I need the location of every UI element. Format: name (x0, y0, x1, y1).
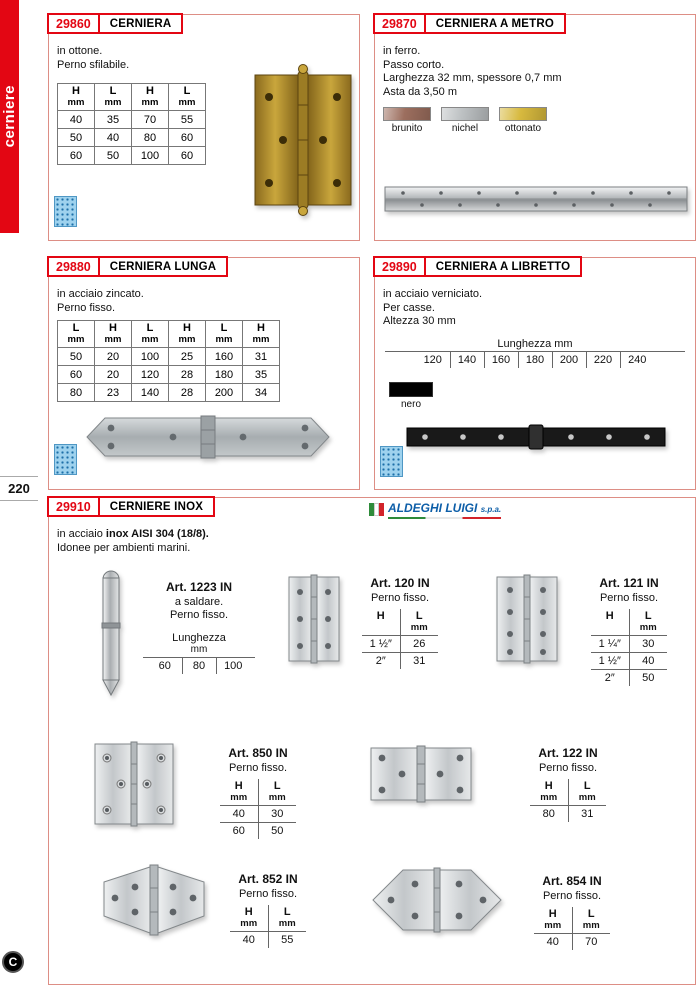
header-row (230, 905, 306, 932)
finish-swatches (383, 107, 547, 134)
header-row (362, 609, 438, 636)
table-row (591, 670, 667, 687)
section-29880 (48, 257, 360, 490)
cell: 31 (400, 653, 438, 670)
product-line: Perno fisso. (370, 592, 430, 604)
col-header: H mm (230, 905, 268, 932)
description-line: Perno fisso. (57, 301, 116, 314)
brand-logo (369, 502, 501, 519)
description-bold-text: inox AISI 304 (18/8). (105, 528, 209, 540)
length-values (148, 658, 250, 674)
col-header: L mm (169, 84, 206, 111)
finish-swatch-nero (389, 382, 433, 410)
length-header-text: Lunghezza (172, 632, 226, 644)
product-121 (575, 576, 683, 686)
description-line: in ferro. (383, 45, 421, 57)
col-header: H mm (169, 321, 206, 348)
cell: 60 (158, 660, 171, 672)
cell: 60 (58, 147, 95, 165)
col-header: L mm (400, 609, 438, 636)
size-table-120 (362, 609, 438, 669)
cell: 60 (232, 825, 245, 837)
cell: 100 (132, 348, 169, 366)
cell: 28 (169, 366, 206, 384)
description-line: in acciaio zincato. (57, 288, 144, 300)
product-name: Art. 850 IN (228, 746, 288, 760)
length-unit: mm (190, 644, 208, 655)
section-29880-description (57, 288, 144, 315)
table-row (58, 129, 206, 147)
cell: 34 (243, 384, 280, 402)
section-29890-description (383, 288, 482, 329)
table-row (148, 658, 250, 674)
swatch-chip (499, 107, 547, 121)
series-pattern-icon (54, 196, 77, 227)
cell: 50 (95, 147, 132, 165)
section-29860-header (47, 13, 183, 34)
product-code: 29910 (56, 499, 91, 514)
cell: 60 (169, 129, 206, 147)
cell: 40 (242, 934, 255, 946)
cell: 30 (629, 636, 667, 653)
col-header: H mm (530, 779, 568, 806)
length-header (143, 632, 255, 658)
col-header: H mm (243, 321, 280, 348)
description-text: in acciaio (57, 528, 106, 540)
product-line: a saldare. (174, 596, 224, 608)
cell: 40 (546, 936, 559, 948)
series-pattern-icon (380, 446, 403, 477)
page-number: 220 (0, 476, 38, 501)
description-line: Per casse. (383, 301, 435, 314)
cell: 1 ¼″ (591, 636, 629, 653)
section-29890-header (373, 256, 582, 277)
product-850 (211, 746, 305, 839)
table-row (362, 653, 438, 670)
section-29890 (374, 257, 696, 490)
cell: 140 (450, 352, 484, 368)
cell: 55 (268, 932, 306, 949)
product-name: Art. 852 IN (238, 872, 298, 886)
brass-hinge-photo (253, 61, 353, 219)
table-row (58, 348, 280, 366)
finish-swatch-nichel (441, 107, 489, 134)
cell: 20 (95, 348, 132, 366)
col-header: H (362, 609, 400, 636)
table-row (58, 111, 206, 129)
table-row (591, 636, 667, 653)
brand-suffix: s.p.a. (480, 505, 502, 514)
hinge-photo-122 (369, 742, 473, 806)
col-header: L mm (258, 779, 296, 806)
product-line: Perno fisso. (169, 609, 229, 621)
col-header: H mm (534, 907, 572, 934)
length-header: Lunghezza mm (385, 338, 685, 352)
side-category-tab (0, 0, 19, 233)
long-hinge-photo (85, 412, 331, 462)
header-row (58, 321, 280, 348)
swatch-chip (389, 382, 433, 397)
col-header: L mm (132, 321, 169, 348)
cell: 160 (484, 352, 518, 368)
header-row (220, 779, 296, 806)
cell: 2″ (604, 672, 615, 684)
col-header: L mm (629, 609, 667, 636)
product-120 (349, 576, 451, 669)
hinge-photo-120 (287, 572, 341, 666)
cell: 80 (542, 808, 555, 820)
section-29870-header (373, 13, 566, 34)
cell: 31 (568, 806, 606, 823)
col-header: L mm (572, 907, 610, 934)
section-title: CERNIERE INOX (98, 498, 213, 515)
product-code: 29890 (382, 259, 417, 274)
cell: 23 (95, 384, 132, 402)
piano-hinge-photo (383, 177, 689, 221)
product-854 (525, 874, 619, 950)
product-122 (521, 746, 615, 822)
cell: 70 (132, 111, 169, 129)
col-header: L mm (58, 321, 95, 348)
section-29870-description (383, 45, 562, 99)
product-line: Perno fisso. (542, 890, 602, 902)
series-pattern-icon (54, 444, 77, 475)
description-line: Passo corto. (383, 58, 445, 71)
size-table-850 (220, 779, 296, 839)
section-29910-header (47, 496, 215, 517)
publisher-logo (2, 951, 24, 973)
cell: 240 (620, 352, 654, 368)
product-line: Perno fisso. (238, 888, 298, 900)
description-line: in ottone. (57, 45, 103, 57)
weld-hinge-photo-1223 (91, 566, 131, 698)
cell: 120 (423, 354, 442, 366)
cell: 40 (58, 111, 95, 129)
header-row (530, 779, 606, 806)
cell: 120 (132, 366, 169, 384)
swatch-chip (441, 107, 489, 121)
cell: 25 (169, 348, 206, 366)
col-header: L mm (268, 905, 306, 932)
section-title: CERNIERA A LIBRETTO (424, 258, 581, 275)
cell: 40 (220, 806, 258, 823)
length-table-1223 (143, 632, 255, 674)
cell: 60 (169, 147, 206, 165)
product-code: 29860 (56, 16, 91, 31)
table-row (230, 932, 306, 949)
swatch-label: ottonato (504, 123, 542, 134)
cell: 180 (518, 352, 552, 368)
swatch-label: nichel (451, 123, 479, 134)
cell: 60 (58, 366, 95, 384)
cell: 100 (216, 658, 250, 674)
col-header: H mm (95, 321, 132, 348)
size-table-852 (230, 905, 306, 948)
col-header: L mm (568, 779, 606, 806)
table-row (220, 823, 296, 840)
section-29910-description (57, 528, 209, 555)
table-row (416, 352, 654, 368)
length-values (416, 352, 654, 368)
brand-name (388, 502, 501, 516)
side-category-label: cerniere (1, 85, 18, 148)
cell: 40 (629, 653, 667, 670)
section-29880-header (47, 256, 228, 277)
description-line: Perno sfilabile. (57, 58, 130, 71)
cell: 80 (132, 129, 169, 147)
size-table-29860 (57, 83, 206, 165)
cell: 70 (572, 934, 610, 951)
section-29860-description (57, 45, 129, 72)
product-code: 29880 (56, 259, 91, 274)
finish-swatch-ottonato (499, 107, 547, 134)
publisher-logo-letter: C (8, 955, 18, 969)
header-row (58, 84, 206, 111)
table-row (534, 934, 610, 951)
swatch-label: brunito (391, 123, 423, 134)
table-row (58, 384, 280, 402)
product-name: Art. 122 IN (538, 746, 598, 760)
col-header: H mm (58, 84, 95, 111)
length-table-29890 (385, 338, 685, 368)
section-29860 (48, 14, 360, 241)
cell: 50 (258, 823, 296, 840)
hinge-photo-854 (371, 864, 503, 936)
description-line: Larghezza 32 mm, spessore 0,7 mm (383, 72, 562, 84)
cell: 160 (206, 348, 243, 366)
table-row (58, 147, 206, 165)
cell: 80 (58, 384, 95, 402)
product-1223 (133, 580, 265, 674)
table-row (530, 806, 606, 823)
cell: 140 (132, 384, 169, 402)
cell: 31 (243, 348, 280, 366)
product-line: Perno fisso. (599, 592, 659, 604)
table-row (58, 366, 280, 384)
swatch-chip (383, 107, 431, 121)
hinge-photo-852 (101, 862, 207, 938)
description-line: in acciaio verniciato. (383, 288, 483, 300)
section-title: CERNIERA A METRO (424, 15, 564, 32)
product-name: Art. 854 IN (542, 874, 602, 888)
product-name: Art. 121 IN (599, 576, 659, 590)
size-table-854 (534, 907, 610, 950)
cell: 35 (243, 366, 280, 384)
cell: 80 (182, 658, 216, 674)
cell: 2″ (375, 655, 386, 667)
cell: 50 (629, 670, 667, 687)
cell: 30 (258, 806, 296, 823)
description-line: Asta da 3,50 m (383, 85, 457, 98)
cell: 20 (95, 366, 132, 384)
cell: 100 (132, 147, 169, 165)
cell: 50 (58, 129, 95, 147)
col-header: L mm (95, 84, 132, 111)
swatch-label: nero (400, 399, 421, 410)
section-title: CERNIERA (98, 15, 182, 32)
cell: 180 (206, 366, 243, 384)
section-29870 (374, 14, 696, 241)
header-row (534, 907, 610, 934)
cell: 1 ½″ (591, 653, 629, 670)
table-row (591, 653, 667, 670)
description-line: Idonee per ambienti marini. (57, 541, 191, 554)
libretto-hinge-photo (405, 420, 667, 454)
cell: 28 (169, 384, 206, 402)
col-header: H (591, 609, 629, 636)
description-line (57, 528, 209, 542)
section-title: CERNIERA LUNGA (98, 258, 227, 275)
cell: 220 (586, 352, 620, 368)
cell: 35 (95, 111, 132, 129)
col-header: H mm (220, 779, 258, 806)
cell: 40 (95, 129, 132, 147)
section-29910 (48, 497, 696, 985)
finish-swatch-brunito (383, 107, 431, 134)
cell: 55 (169, 111, 206, 129)
product-name: Art. 1223 IN (165, 580, 233, 594)
cell: 1 ½″ (362, 636, 400, 653)
table-row (362, 636, 438, 653)
hinge-photo-850 (93, 738, 175, 830)
hinge-photo-121 (495, 572, 559, 666)
col-header: L mm (206, 321, 243, 348)
cell: 26 (400, 636, 438, 653)
product-line: Perno fisso. (228, 762, 288, 774)
product-name: Art. 120 IN (370, 576, 430, 590)
cell: 50 (58, 348, 95, 366)
description-line: Altezza 30 mm (383, 315, 456, 327)
brand-flag-icon (369, 503, 384, 516)
product-code: 29870 (382, 16, 417, 31)
size-table-122 (530, 779, 606, 822)
product-line: Perno fisso. (538, 762, 598, 774)
col-header: H mm (132, 84, 169, 111)
cell: 200 (552, 352, 586, 368)
table-row (220, 806, 296, 823)
brand-name-text: ALDEGHI LUIGI (388, 501, 478, 515)
cell: 200 (206, 384, 243, 402)
size-table-121 (591, 609, 667, 686)
header-row (591, 609, 667, 636)
size-table-29880 (57, 320, 280, 402)
product-852 (221, 872, 315, 948)
brand-tricolor-line (388, 517, 501, 519)
